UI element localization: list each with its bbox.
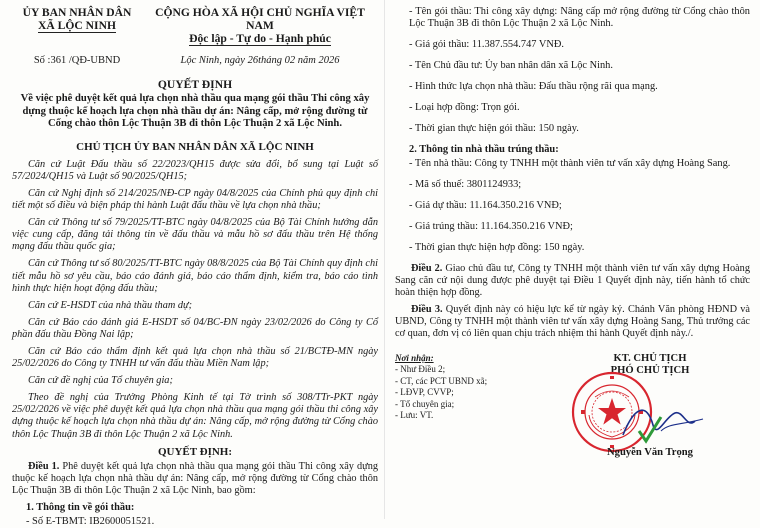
- decision-heading: QUYẾT ĐỊNH:: [157, 445, 233, 458]
- list-item: - Loại hợp đồng: Trọn gói.: [409, 102, 520, 113]
- recipient-item: - LĐVP, CVVP;: [395, 387, 454, 398]
- list-item: - Giá gói thầu: 11.387.554.747 VNĐ.: [409, 39, 564, 50]
- article-2-text: Giao chủ đầu tư, Công ty TNHH một thành viên tư vấn xây dựng Hoàng Sang căn cứ nội dung được phê duyệt tại Điều 1 Quyết định này, tiến hành tổ chức hoàn thiện hợp đồng.: [395, 263, 750, 299]
- list-item: - Thời gian thực hiện hợp đồng: 150 ngày.: [409, 242, 585, 253]
- article-3: [395, 304, 750, 340]
- recipients-block: [395, 353, 565, 422]
- document-date: Lộc Ninh, ngày 26tháng 02 năm 2026: [180, 55, 340, 66]
- article-1: [12, 461, 378, 497]
- legal-basis-1: Căn cứ Luật Đấu thầu số 22/2023/QH15 được sửa đổi, bổ sung tại Luật số 57/2024/QH15 và Luật số 90/2025/QH15;: [12, 158, 378, 182]
- signer-role-2: PHÓ CHỦ TỊCH: [610, 365, 690, 377]
- article-1-label: Điều 1.: [28, 460, 60, 472]
- signer-name: Nguyễn Văn Trọng: [607, 446, 693, 458]
- section-2-title: 2. Thông tin nhà thầu trúng thầu:: [409, 144, 559, 155]
- document-header: [12, 6, 378, 46]
- recipients-heading: Nơi nhận:: [395, 352, 434, 363]
- legal-basis-5: Căn cứ E-HSDT của nhà thầu tham dự;: [28, 299, 193, 311]
- article-2-label: Điều 2.: [411, 263, 443, 274]
- recipient-item: - CT, các PCT UBND xã;: [395, 375, 488, 386]
- signer-role-1: KT. CHỦ TỊCH: [613, 352, 687, 364]
- nation-line-1: CỘNG HÒA XÃ HỘI CHỦ NGHĨA VIỆT NAM: [155, 6, 365, 32]
- national-title: [142, 6, 378, 46]
- list-item: - Tên Chủ đầu tư: Ủy ban nhân dân xã Lộc Ninh.: [409, 60, 613, 71]
- list-item: - Thời gian thực hiện gói thầu: 150 ngày.: [409, 123, 579, 134]
- article-1-text: Phê duyệt kết quả lựa chọn nhà thầu qua mạng gói thầu Thi công xây dựng thuộc kế hoạch lựa chọn nhà thầu dự án: Nâng cấp, mở rộng đường từ Cổng chào thôn Lộc Thuận 3B đi thôn Lộc Thuận 2 xã Lộc Ninh, bao gồm:: [12, 460, 378, 496]
- signature-area: [395, 352, 750, 458]
- recipient-item: - Như Điều 2;: [395, 364, 446, 375]
- signer-block: [565, 352, 735, 458]
- document-page-right: [384, 0, 760, 519]
- document-meta: [12, 55, 378, 66]
- nation-motto: Độc lập - Tự do - Hạnh phúc: [189, 32, 331, 45]
- legal-basis-6: Căn cứ Báo cáo đánh giá E-HSDT số 04/BC-ĐN ngày 23/02/2026 do Công ty Cổ phần đấu thầu Đồng Nai lập;: [12, 316, 378, 340]
- document-number: Số :361 /QĐ-UBND: [33, 55, 121, 66]
- issuing-authority: CHỦ TỊCH ỦY BAN NHÂN DÂN XÃ LỘC NINH: [76, 140, 314, 153]
- recipient-item: - Tổ chuyên gia;: [395, 398, 455, 409]
- legal-basis-8: Căn cứ đề nghị của Tổ chuyên gia;: [28, 375, 173, 387]
- article-3-text: Quyết định này có hiệu lực kể từ ngày ký. Chánh Văn phòng HĐND và UBND, Công ty TNHH một thành viên tư vấn xây dựng Hoàng Sang, Thủ trưởng các cơ quan, đơn vị có liên quan chịu trách nhiệm thi hành Quyết định này./.: [395, 304, 750, 340]
- legal-basis-4: Căn cứ Thông tư số 80/2025/TT-BTC ngày 08/8/2025 của Bộ Tài Chính quy định chi tiết mẫu hồ sơ yêu cầu, báo cáo đánh giá, báo cáo thẩm định, kiểm tra, báo cáo tình hình thực hiện hoạt động đấu thầu;: [12, 258, 378, 294]
- list-item: - Mã số thuế: 3801124933;: [409, 179, 522, 190]
- digital-signature-checkmark-icon: [637, 415, 663, 445]
- list-item: - Số E-TBMT: IB2600051521.: [26, 515, 155, 527]
- list-item: - Tên gói thầu: Thi công xây dựng: Nâng cấp mở rộng đường từ Cổng chào thôn Lộc Thuận 3B đi thôn Lộc Thuận 2 xã Lộc Ninh.: [409, 6, 750, 29]
- document-subject: Về việc phê duyệt kết quả lựa chọn nhà thầu qua mạng gói thầu Thi công xây dựng thuộc kế hoạch lựa chọn nhà thầu dự án: Nâng cấp, mở rộng đường từ Cổng chào thôn Lộc Thuận 3B đi thôn Lộc Thuận 2 xã Lộc Ninh.: [20, 93, 370, 130]
- issuing-organization: [12, 6, 142, 46]
- list-item: - Giá dự thầu: 11.164.350.216 VNĐ;: [409, 200, 562, 211]
- list-item: - Giá trúng thầu: 11.164.350.216 VNĐ;: [409, 221, 573, 232]
- recipient-item: - Lưu: VT.: [395, 410, 434, 421]
- list-item: - Hình thức lựa chọn nhà thầu: Đấu thầu rộng rãi qua mạng.: [409, 81, 658, 92]
- article-3-label: Điều 3.: [411, 304, 443, 316]
- legal-basis-7: Căn cứ Báo cáo thẩm định kết quả lựa chọn nhà thầu số 21/BCTĐ-MN ngày 25/02/2026 do Công ty TNHH tư vấn đấu thầu Miền Nam lập;: [12, 346, 378, 370]
- section-1-title: 1. Thông tin về gói thầu:: [26, 501, 135, 513]
- org-line-2: XÃ LỘC NINH: [38, 19, 116, 32]
- legal-basis-9: Theo đề nghị của Trưởng Phòng Kinh tế tại Tờ trình số 308/TTr-PKT ngày 25/02/2026 về việc phê duyệt kết quả lựa chọn nhà thầu qua mạng gói thầu thi công xây dựng thuộc kế hoạch lựa chọn nhà thầu dự án: Nâng cấp, mở rộng đường từ Cổng chào thôn Lộc Thuận 3B đi thôn Lộc Thuận 2 xã Lộc Ninh.: [12, 392, 378, 440]
- list-item: - Tên nhà thầu: Công ty TNHH một thành viên tư vấn xây dựng Hoàng Sang.: [409, 158, 731, 169]
- legal-basis-3: Căn cứ Thông tư số 79/2025/TT-BTC ngày 04/8/2025 của Bộ Tài Chính hướng dẫn việc cung cấp, đăng tải thông tin về đấu thầu và mẫu hồ sơ đấu thầu trên Hệ thống mạng đấu thầu quốc gia;: [12, 217, 378, 253]
- org-line-1: ỦY BAN NHÂN DÂN: [22, 6, 132, 19]
- legal-basis-2: Căn cứ Nghị định số 214/2025/NĐ-CP ngày 04/8/2025 của Chính phủ quy định chi tiết một số điều và biện pháp thi hành Luật đấu thầu về lựa chọn nhà thầu;: [12, 187, 378, 212]
- document-title: QUYẾT ĐỊNH: [157, 78, 233, 91]
- article-2: [395, 263, 750, 299]
